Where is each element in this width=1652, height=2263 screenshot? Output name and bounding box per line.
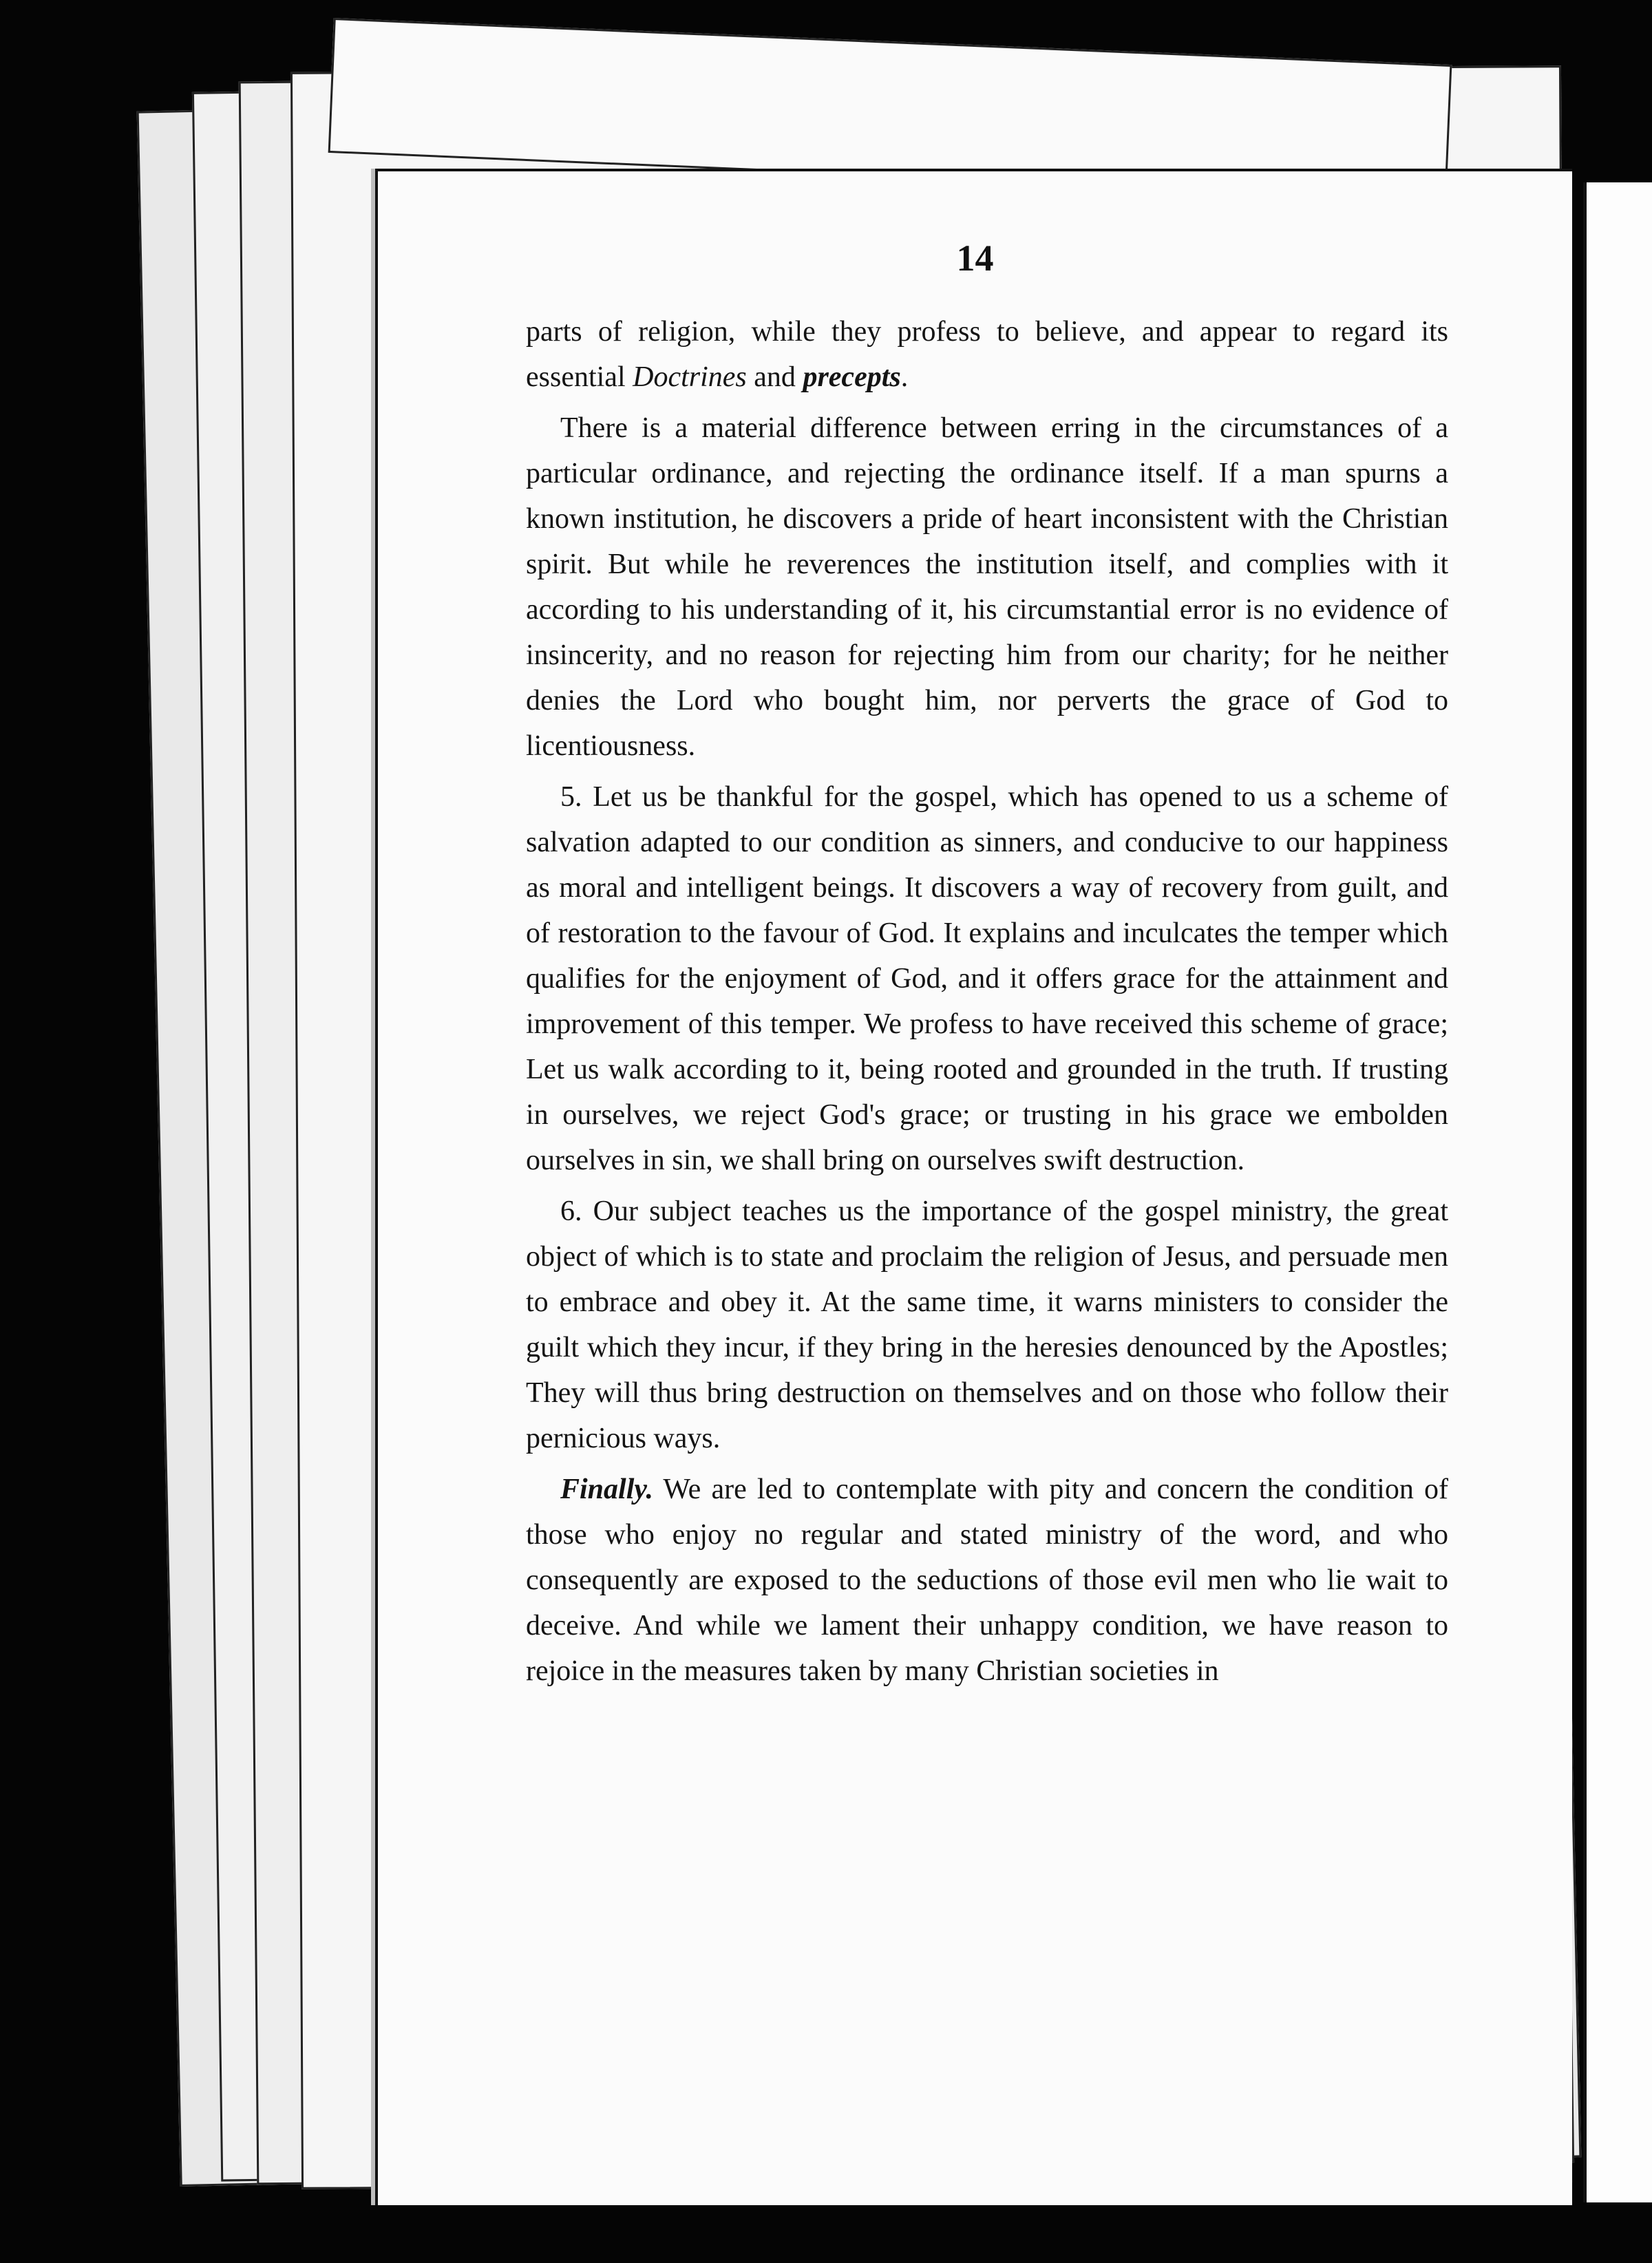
italic-word: Doctrines	[633, 361, 747, 393]
book-page	[375, 169, 1572, 2205]
facing-page-edge	[1583, 182, 1652, 2202]
paragraph-text: We are led to contemplate with pity and concern the condition of those who enjoy no regular and stated ministry of the word, and who consequently are exposed to the seductions of those evil men who lie wait to deceive. And while we lament their unhappy condition, we have reason to rejoice in the measures taken by many Christian societies in	[526, 1474, 1448, 1687]
page-number: 14	[956, 237, 994, 279]
page-body	[526, 309, 1448, 1699]
paragraph-text: parts of religion, while they profess to believe, and appear to regard its essential	[526, 316, 1448, 393]
paragraph: There is a material difference between erring in the circumstances of a particular ordinance, and rejecting the ordinance itself. If a man spurns a known institution, he discovers a pride of heart inconsistent with the Christian spirit. But while he reverences the institution itself, and complies with it according to his understanding of it, his circumstantial error is no evidence of insincerity, and no reason for rejecting him from our charity; for he neither denies the Lord who bought him, nor perverts the grace of God to licentiousness.	[526, 412, 1448, 762]
paragraph-finally	[526, 1467, 1448, 1694]
finally-lead: Finally.	[560, 1474, 653, 1505]
paragraph-point-6: 6. Our subject teaches us the importance of the gospel ministry, the great object of which is to state and proclaim the religion of Jesus, and persuade men to embrace and obey it. At the same time, it warns ministers to consider the guilt which they incur, if they bring in the heresies denounced by the Apostles; They will thus bring destruction on themselves and on those who follow their pernicious ways.	[526, 1196, 1448, 1454]
paragraph-continued	[526, 309, 1448, 400]
paragraph-text: and	[746, 361, 803, 393]
paragraph-text: .	[900, 361, 909, 393]
italic-word: precepts	[803, 361, 901, 393]
paragraph-point-5: 5. Let us be thankful for the gospel, which has opened to us a scheme of salvation adapted to our condition as sinners, and conducive to our happiness as moral and intelligent beings. It discovers a way of recovery from guilt, and of restoration to the favour of God. It explains and inculcates the temper which qualifies for the enjoyment of God, and it offers grace for the attainment and improvement of this temper. We profess to have received this scheme of grace; Let us walk according to it, being rooted and grounded in the truth. If trusting in ourselves, we reject God's grace; or trusting in his grace we embolden ourselves in sin, we shall bring on ourselves swift destruction.	[526, 781, 1448, 1176]
